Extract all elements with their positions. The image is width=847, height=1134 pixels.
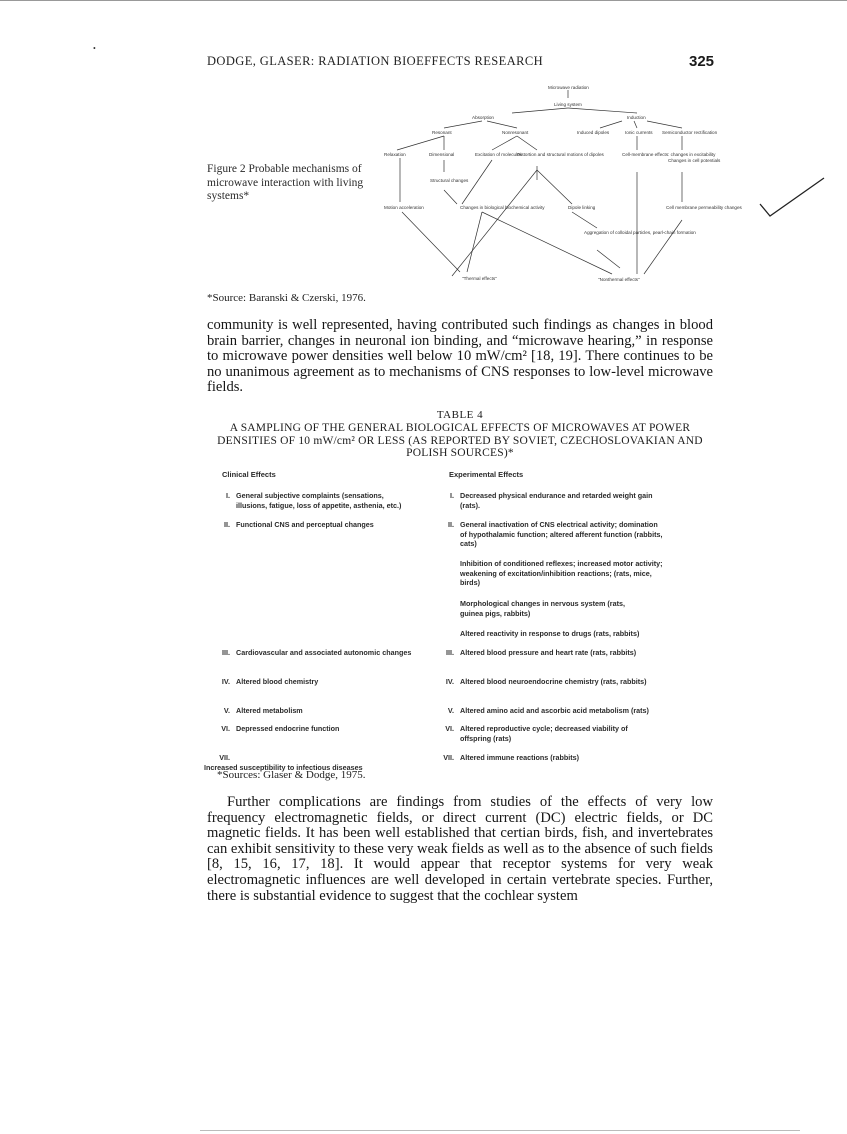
scan-edge-line (200, 1130, 800, 1131)
experimental-row: II. General inactivation of CNS electrical activity; domination of hypothalamic function; altered afferent function (rabbits, cats) (448, 520, 663, 548)
figure-caption: Figure 2 Probable mechanisms of microwave interaction with living systems* (207, 163, 364, 202)
experimental-row: V. Altered amino acid and ascorbic acid metabolism (rats) (447, 706, 649, 715)
node-ionic-currents: Ionic currents (625, 130, 653, 135)
node-structural-changes: Structural changes (430, 178, 469, 183)
top-edge-line (0, 0, 847, 1)
figure-source: *Source: Baranski & Czerski, 1976. (207, 292, 366, 304)
node-relaxation: Relaxation (384, 152, 406, 157)
clinical-row: I. General subjective complaints (sensations, illusions, fatigue, loss of appetite, asthenia, etc.) (226, 491, 402, 510)
node-induced-dipoles: Induced dipoles (577, 130, 610, 135)
node-dipole-linking: Dipole linking (568, 205, 596, 210)
handwritten-check-mark (758, 176, 828, 220)
experimental-row: IV. Altered blood neuroendocrine chemistry (rats, rabbits) (445, 677, 647, 686)
table-title: A SAMPLING OF THE GENERAL BIOLOGICAL EFFECTS OF MICROWAVES AT POWER DENSITIES OF 10 mW/cm² OR LESS (AS REPORTED BY SOVIET, CZECHOSLOVAKIAN AND POLISH SOURCES)* (217, 422, 703, 459)
stray-mark: • (93, 44, 96, 53)
node-dimensional: Dimensional (429, 152, 455, 157)
node-nonresonant: Nonresonant (502, 130, 529, 135)
node-motion-acceleration: Motion acceleration (384, 205, 424, 210)
node-cell-membrane-effects: Cell-membrane effects: changes in excitability (622, 152, 716, 157)
clinical-row: VII.Increased susceptibility to infectious diseases (204, 753, 363, 772)
body-paragraph-1: community is well represented, having contributed such findings as changes in blood brain barrier, changes in neuronal ion binding, and “microwave hearing,” in response to microwave power densities well below 10 mW/cm² [18, 19]. There continues to be no unanimous agreement as to mechanisms of CNS responses to low-level microwave fields. (207, 317, 713, 396)
node-membrane-permeability: Cell membrane permeability changes (666, 205, 742, 210)
clinical-row: IV. Altered blood chemistry (221, 677, 319, 686)
node-thermal-effects: "Thermal effects" (462, 276, 497, 281)
experimental-row: Morphological changes in nervous system (rats, guinea pigs, rabbits) (460, 599, 625, 618)
experimental-row: Inhibition of conditioned reflexes; increased motor activity; weakening of excitation/inhibition reactions; (rats, mice, birds) (460, 559, 663, 587)
experimental-row: VII. Altered immune reactions (rabbits) (443, 753, 580, 762)
node-induction: Induction (627, 115, 646, 120)
mechanism-diagram (372, 80, 742, 290)
node-absorption: Absorption (472, 115, 494, 120)
node-living-system: Living system (554, 102, 582, 107)
experimental-row: Altered reactivity in response to drugs (rats, rabbits) (460, 629, 640, 638)
clinical-row: III. Cardiovascular and associated autonomic changes (222, 648, 412, 657)
clinical-row: VI. Depressed endocrine function (221, 724, 340, 733)
clinical-row: V. Altered metabolism (223, 706, 303, 715)
table-number: TABLE 4 (436, 409, 484, 421)
experimental-row: VI. Altered reproductive cycle; decreased viability of offspring (rats) (445, 724, 628, 743)
clinical-row: II. Functional CNS and perceptual changes (224, 520, 374, 529)
column-header-clinical: Clinical Effects (222, 470, 276, 479)
column-header-experimental: Experimental Effects (449, 470, 524, 479)
node-excitation: Excitation of molecules (475, 152, 522, 157)
node-aggregation: Aggregation of colloidal particles, pearl-chain formation (584, 230, 696, 235)
experimental-row: III. Altered blood pressure and heart rate (rats, rabbits) (446, 648, 637, 657)
experimental-row: I. Decreased physical endurance and retarded weight gain (rats). (450, 491, 653, 510)
node-nonthermal-effects: "Nonthermal effects" (598, 277, 640, 282)
page-number: 325 (689, 53, 715, 70)
running-title: DODGE, GLASER: RADIATION BIOEFFECTS RESEARCH (207, 54, 544, 68)
table-source: *Sources: Glaser & Dodge, 1975. (217, 769, 366, 781)
node-cell-potentials: Changes in cell potentials (668, 158, 721, 163)
node-distortion: Distortion and structural motions of dipoles (517, 152, 604, 157)
body-paragraph-2: Further complications are findings from studies of the effects of very low frequency electromagnetic fields, or direct current (DC) electric fields, or DC magnetic fields. It has been well established that certian birds, fish, and invertebrates can exhibit sensitivity to these very weak fields as well as to the absence of such fields [8, 15, 16, 17, 18]. It would appear that receptor systems for very weak electromagnetic influences are well developed in certain vertebrate species. Further, there is substantial evidence to suggest that the cochlear system (207, 794, 713, 904)
node-biological-changes: Changes in biological biochemical activity (460, 205, 545, 210)
node-microwave-radiation: Microwave radiation (548, 85, 589, 90)
node-resonant: Resonant (432, 130, 452, 135)
node-semiconductor: Semiconductor rectification (662, 130, 718, 135)
